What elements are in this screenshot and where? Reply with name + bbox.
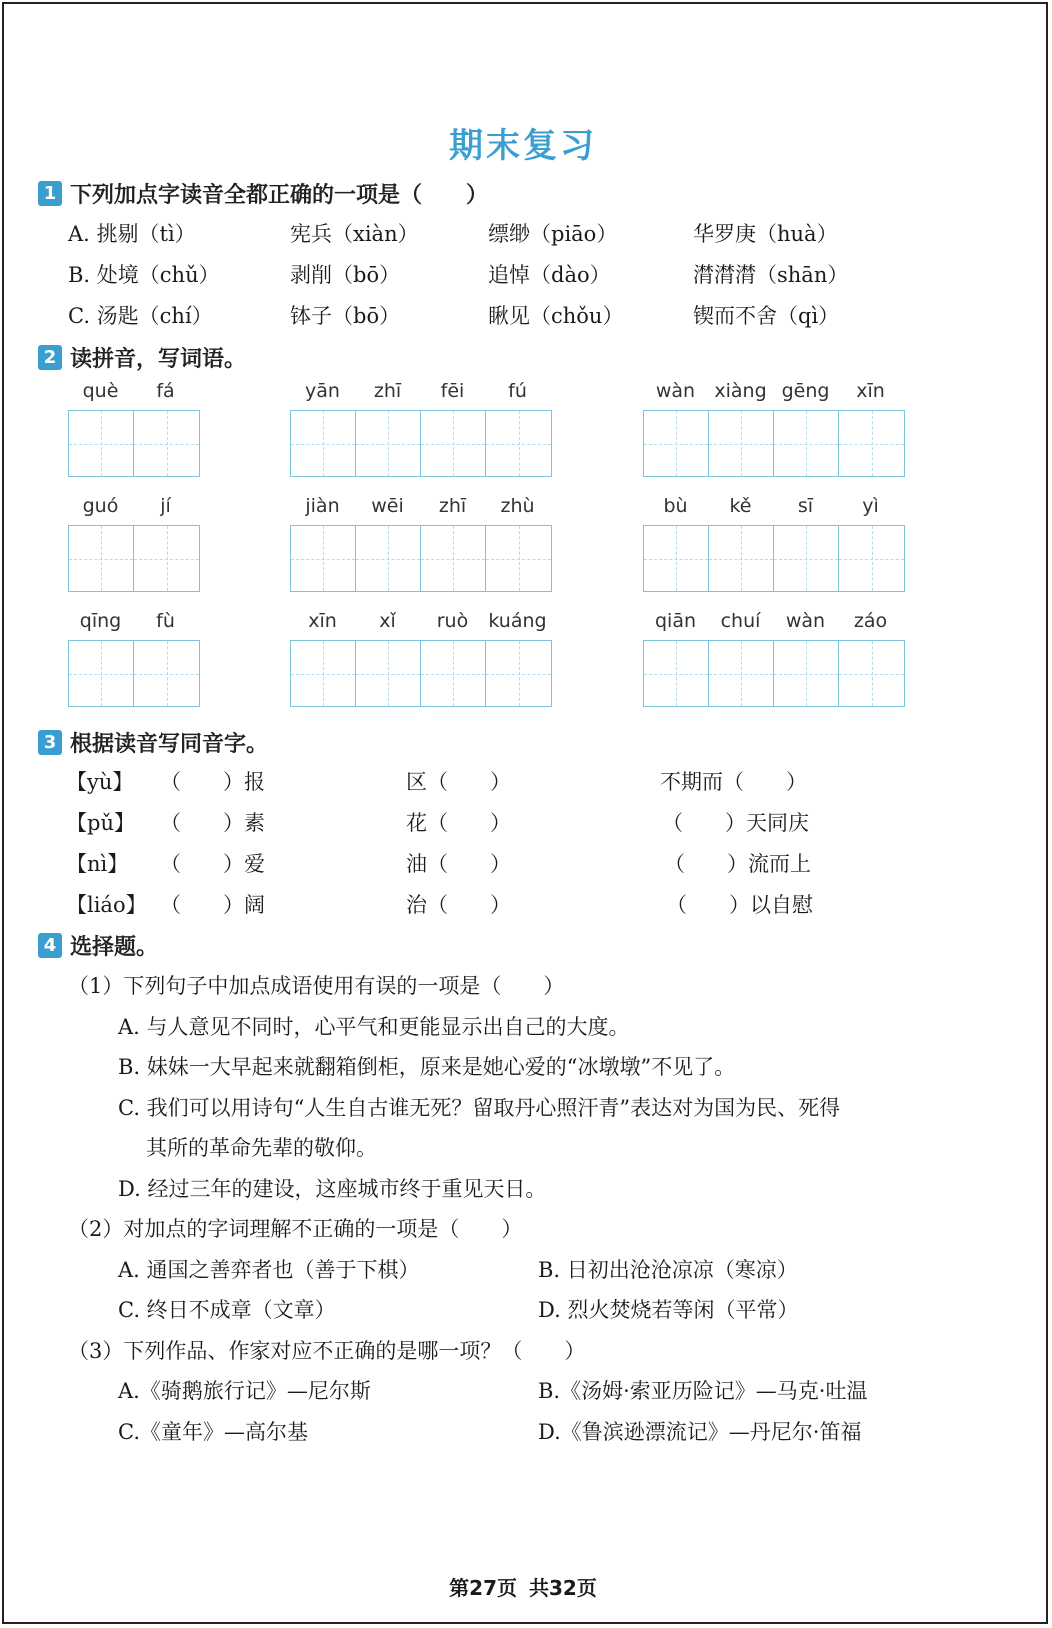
page-footer (0, 1572, 1046, 1601)
writing-cell[interactable] (291, 526, 356, 591)
pinyin-label: xiàng (714, 380, 767, 402)
q4-sub1-option-c-cont: 其所的革命先辈的敬仰。 (146, 1136, 377, 1160)
writing-cell[interactable] (709, 641, 774, 706)
q4-sub2-option-c: C. 终日不成章（文章） (118, 1298, 336, 1322)
pinyin-label: sī (797, 495, 814, 517)
question-3-stem: 根据读音写同音字。 (70, 732, 269, 757)
writing-cell[interactable] (421, 411, 486, 476)
question-1-stem: 下列加点字读音全都正确的一项是（ ） (70, 183, 489, 208)
q3-blank[interactable]: （ ）以自慰 (666, 893, 813, 917)
writing-cell[interactable] (356, 411, 421, 476)
word-box-group (290, 610, 552, 707)
writing-cell[interactable] (291, 641, 356, 706)
q4-sub2-stem: （2）对加点的字词理解不正确的一项是（ ） (68, 1217, 523, 1241)
q4-sub1-option-c: C. 我们可以用诗句“人生自古谁无死？留取丹心照汗青”表达对为国为民、死得 (118, 1096, 841, 1120)
pinyin-label: xīn (856, 380, 885, 402)
q1-option: C. 汤匙（chí） (68, 304, 213, 328)
word-box-group (643, 610, 905, 707)
writing-cell[interactable] (356, 526, 421, 591)
writing-cell[interactable] (421, 641, 486, 706)
q3-blank[interactable]: 治（ ） (406, 893, 511, 917)
question-number-badge: 1 (38, 181, 62, 206)
pinyin-label: zhī (373, 380, 402, 402)
pinyin-label: yì (862, 495, 879, 517)
q4-sub2-option-d: D. 烈火焚烧若等闲（平常） (538, 1298, 799, 1322)
question-3-heading (38, 727, 268, 758)
q1-option: 追悼（dào） (488, 263, 611, 287)
question-number-badge: 4 (38, 933, 62, 958)
writing-cell[interactable] (486, 641, 551, 706)
q4-sub3-option-d: D.《鲁滨逊漂流记》—丹尼尔·笛福 (538, 1420, 862, 1444)
q4-sub3-option-a: A.《骑鹅旅行记》—尼尔斯 (118, 1379, 371, 1403)
writing-cell[interactable] (134, 641, 199, 706)
pinyin-label: ruò (436, 610, 469, 632)
q3-pinyin: 【nì】 (66, 852, 129, 876)
q4-sub2-option-a: A. 通国之善弈者也（善于下棋） (118, 1258, 420, 1282)
writing-cell[interactable] (356, 641, 421, 706)
word-box-group (68, 610, 200, 707)
writing-cell[interactable] (421, 526, 486, 591)
pinyin-label: fú (508, 380, 527, 402)
pinyin-label: fá (156, 380, 175, 402)
question-number-badge: 2 (38, 345, 62, 370)
q4-sub3-option-b: B.《汤姆·索亚历险记》—马克·吐温 (538, 1379, 868, 1403)
word-box-group (643, 380, 905, 477)
q3-blank[interactable]: （ ）报 (160, 770, 265, 794)
q1-option: 剥削（bō） (290, 263, 401, 287)
writing-cell[interactable] (839, 411, 904, 476)
q3-pinyin: 【liáo】 (66, 893, 147, 917)
writing-cell[interactable] (709, 526, 774, 591)
word-box-group (290, 495, 552, 592)
q3-blank[interactable]: （ ）爱 (160, 852, 265, 876)
pinyin-label: jí (160, 495, 171, 517)
q1-option: 宪兵（xiàn） (290, 222, 419, 246)
pinyin-label: kuáng (488, 610, 547, 632)
pinyin-label: wàn (785, 610, 826, 632)
question-4-heading (38, 930, 158, 961)
question-2-stem: 读拼音，写词语。 (70, 347, 247, 372)
pinyin-label: zhù (500, 495, 535, 517)
writing-cell[interactable] (486, 526, 551, 591)
writing-cell[interactable] (644, 411, 709, 476)
q4-sub1-option-b: B. 妹妹一大早起来就翻箱倒柜，原来是她心爱的“冰墩墩”不见了。 (118, 1055, 736, 1079)
q3-pinyin: 【yù】 (66, 770, 134, 794)
pinyin-label: jiàn (305, 495, 340, 517)
pinyin-label: qīng (79, 610, 122, 632)
q1-option: 华罗庚（huà） (693, 222, 838, 246)
question-2-heading (38, 342, 246, 373)
q1-option: 锲而不舍（qì） (693, 304, 840, 328)
word-box-group (68, 380, 200, 477)
q1-option: 缥缈（piāo） (488, 222, 618, 246)
writing-cell[interactable] (644, 526, 709, 591)
q4-sub1-option-a: A. 与人意见不同时，心平气和更能显示出自己的大度。 (118, 1015, 630, 1039)
q3-blank[interactable]: 区（ ） (406, 770, 511, 794)
question-number-badge: 3 (38, 730, 62, 755)
question-4-stem: 选择题。 (70, 935, 159, 960)
writing-cell[interactable] (69, 526, 134, 591)
q3-blank[interactable]: （ ）素 (160, 811, 265, 835)
pinyin-label: wēi (371, 495, 404, 517)
writing-cell[interactable] (774, 526, 839, 591)
page-title: 期末复习 (449, 126, 597, 166)
page-number: 第27页 (449, 1576, 517, 1600)
pinyin-label: xīn (308, 610, 337, 632)
pinyin-label: záo (853, 610, 888, 632)
q4-sub3-stem: （3）下列作品、作家对应不正确的是哪一项？（ ） (68, 1339, 586, 1363)
q4-sub3-option-c: C.《童年》—高尔基 (118, 1420, 308, 1444)
writing-cell[interactable] (774, 411, 839, 476)
pinyin-label: kě (729, 495, 752, 517)
writing-cell[interactable] (134, 411, 199, 476)
question-1-heading (38, 178, 488, 209)
word-box-group (290, 380, 552, 477)
q1-option: B. 处境（chǔ） (68, 263, 220, 287)
pinyin-label: xǐ (379, 610, 396, 632)
pinyin-label: fù (156, 610, 175, 632)
writing-cell[interactable] (486, 411, 551, 476)
pinyin-label: fēi (440, 380, 465, 402)
q3-blank[interactable]: 花（ ） (406, 811, 511, 835)
q1-option: 瞅见（chǒu） (488, 304, 624, 328)
writing-cell[interactable] (709, 411, 774, 476)
q3-blank[interactable]: （ ）流而上 (664, 852, 811, 876)
q3-pinyin: 【pǔ】 (66, 811, 135, 835)
pinyin-label: bù (663, 495, 688, 517)
writing-cell[interactable] (69, 411, 134, 476)
writing-cell[interactable] (69, 641, 134, 706)
q4-sub1-stem: （1）下列句子中加点成语使用有误的一项是（ ） (68, 974, 565, 998)
q1-option: A. 挑剔（tì） (68, 222, 196, 246)
writing-cell[interactable] (774, 641, 839, 706)
word-box-group (643, 495, 905, 592)
writing-cell[interactable] (291, 411, 356, 476)
writing-cell[interactable] (644, 641, 709, 706)
pinyin-label: chuí (720, 610, 761, 632)
writing-cell[interactable] (839, 526, 904, 591)
pinyin-label: zhī (438, 495, 467, 517)
q4-sub2-option-b: B. 日初出沧沧凉凉（寒凉） (538, 1258, 798, 1282)
page-total: 共32页 (529, 1576, 597, 1600)
pinyin-label: wàn (655, 380, 696, 402)
writing-cell[interactable] (134, 526, 199, 591)
q3-blank[interactable]: （ ）阔 (160, 893, 265, 917)
q3-blank[interactable]: 不期而（ ） (660, 770, 807, 794)
q1-option: 潸潸潸（shān） (693, 263, 849, 287)
pinyin-label: gēng (781, 380, 830, 402)
pinyin-label: yān (305, 380, 340, 402)
writing-cell[interactable] (839, 641, 904, 706)
q1-option: 钵子（bō） (290, 304, 401, 328)
q4-sub1-option-d: D. 经过三年的建设，这座城市终于重见天日。 (118, 1177, 547, 1201)
pinyin-label: què (82, 380, 119, 402)
pinyin-label: guó (82, 495, 119, 517)
pinyin-label: qiān (654, 610, 697, 632)
word-box-group (68, 495, 200, 592)
q3-blank[interactable]: （ ）天同庆 (662, 811, 809, 835)
q3-blank[interactable]: 油（ ） (406, 852, 511, 876)
